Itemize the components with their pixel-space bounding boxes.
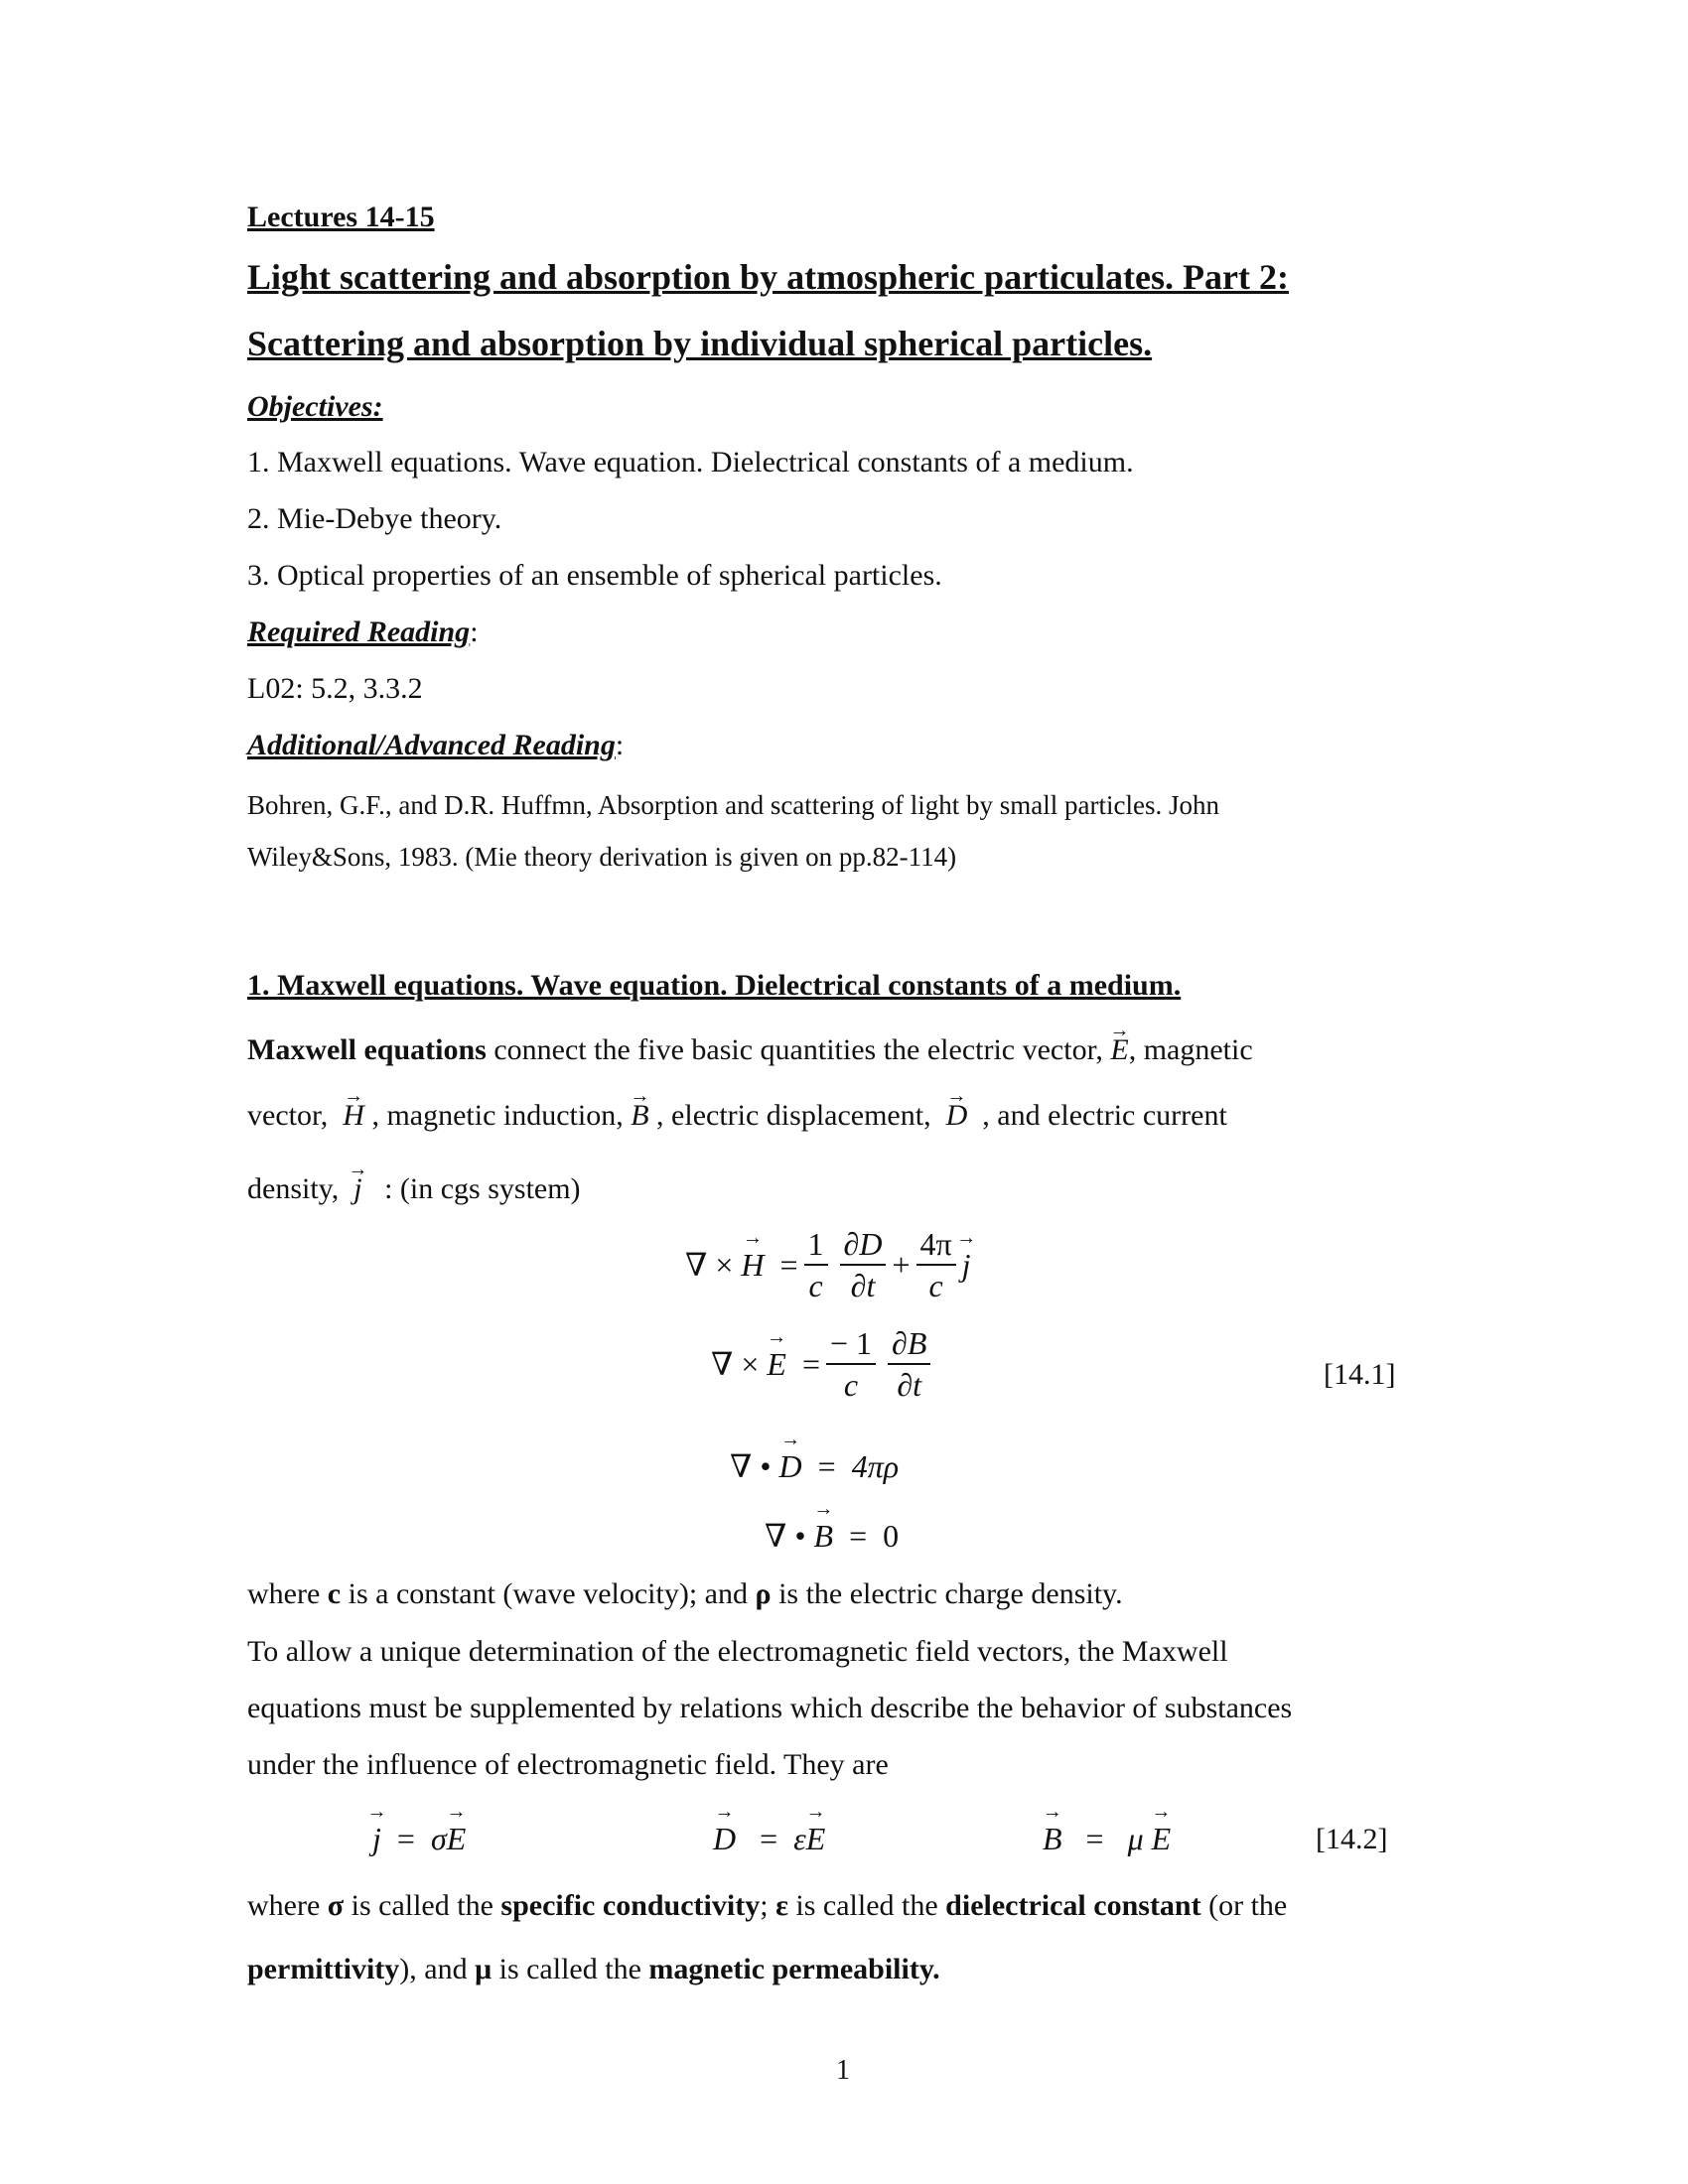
required-reading-text: L02: 5.2, 3.3.2 xyxy=(247,672,423,705)
equation-b-mu-e: → B = μ → E xyxy=(1043,1821,1171,1857)
where-c-rho: where c is a constant (wave velocity); and ρ is the electric charge density. xyxy=(247,1577,1123,1610)
equation-div-d: ∇ • → D = 4πρ xyxy=(730,1447,899,1485)
additional-reading-heading: Additional/Advanced Reading: xyxy=(247,729,625,761)
where-mu-line: permittivity), and μ is called the magnetic permeability. xyxy=(247,1953,940,1985)
additional-reading-line-2: Wiley&Sons, 1983. (Mie theory derivation is given on pp.82-114) xyxy=(247,842,957,872)
objectives-heading: Objectives: xyxy=(247,390,383,423)
where-sigma-eps-line: where σ is called the specific conductivity; ε is called the dielectrical constant (or the xyxy=(247,1889,1288,1922)
additional-reading-line-1: Bohren, G.F., and D.R. Huffmn, Absorption and scattering of light by small particles. John xyxy=(247,790,1219,820)
page-number: 1 xyxy=(836,2055,850,2086)
title-line-2: Scattering and absorption by individual spherical particles. xyxy=(247,324,1153,363)
objective-item-3: 3. Optical properties of an ensemble of spherical particles. xyxy=(247,559,942,592)
equation-curl-e: ∇ × → E = $\frac{- 1}{c}$ $\frac{\partial B}{\partial t}$ xyxy=(711,1325,936,1403)
equation-div-b: ∇ • → B = 0 xyxy=(765,1517,899,1555)
equation-j-sigma-e: → j = σ → E xyxy=(372,1821,466,1857)
maxwell-paragraph-line-3: density, → j : (in cgs system) xyxy=(247,1171,581,1207)
paragraph-2-line-3: under the influence of electromagnetic field. They are xyxy=(247,1748,889,1781)
section-1-heading: 1. Maxwell equations. Wave equation. Dielectrical constants of a medium. xyxy=(247,969,1182,1002)
lectures-label: Lectures 14-15 xyxy=(247,201,435,233)
equation-d-eps-e: → D = ε → E xyxy=(713,1821,825,1857)
equation-curl-h: ∇ × → H = $\frac{1}{c}$ $\frac{\partial D}{\partial t}$ + $\frac{4\pi}{c}$ → j xyxy=(685,1226,971,1303)
maxwell-paragraph-line-1: Maxwell equations connect the five basic quantities the electric vector, → E, magnetic xyxy=(247,1032,1253,1068)
objective-item-1: 1. Maxwell equations. Wave equation. Dielectrical constants of a medium. xyxy=(247,446,1134,478)
maxwell-paragraph-line-2: vector, → H , magnetic induction, → B , electric displacement, → D , and electric current xyxy=(247,1098,1227,1134)
equation-number-14-1: [14.1] xyxy=(1324,1358,1396,1391)
paragraph-2-line-1: To allow a unique determination of the electromagnetic field vectors, the Maxwell xyxy=(247,1635,1228,1668)
objective-item-2: 2. Mie-Debye theory. xyxy=(247,502,502,535)
paragraph-2-line-2: equations must be supplemented by relations which describe the behavior of substances xyxy=(247,1692,1293,1724)
equation-number-14-2: [14.2] xyxy=(1316,1823,1388,1855)
title-line-1: Light scattering and absorption by atmospheric particulates. Part 2: xyxy=(247,257,1289,297)
required-reading-heading: Required Reading: xyxy=(247,615,479,648)
